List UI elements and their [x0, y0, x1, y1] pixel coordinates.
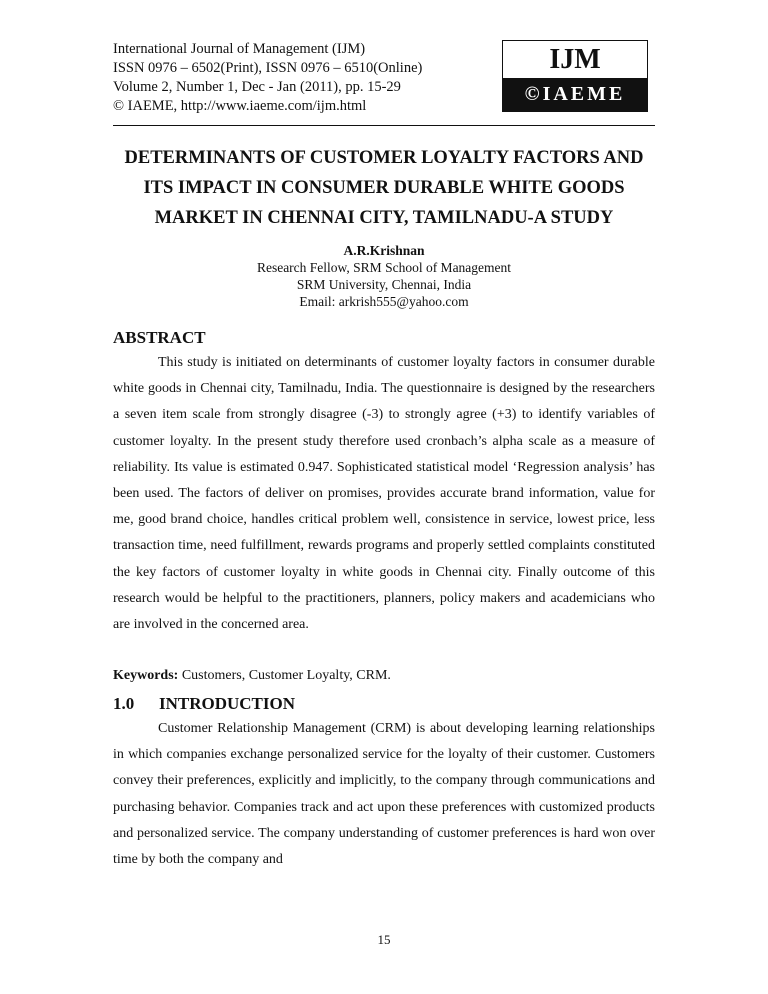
volume-line: Volume 2, Number 1, Dec - Jan (2011), pp. 15-29	[113, 79, 401, 95]
introduction-body	[113, 716, 655, 873]
introduction-heading	[113, 693, 295, 715]
journal-header	[113, 40, 422, 116]
title-line-1: DETERMINANTS OF CUSTOMER LOYALTY FACTORS AND	[124, 148, 644, 168]
author-university: SRM University, Chennai, India	[296, 277, 472, 292]
keywords-label: Keywords:	[113, 668, 179, 683]
section-title: INTRODUCTION	[159, 694, 296, 713]
title-line-2: ITS IMPACT IN CONSUMER DURABLE WHITE GOODS	[143, 178, 625, 198]
author-affiliation: Research Fellow, SRM School of Management	[256, 260, 512, 275]
author-name: A.R.Krishnan	[343, 243, 425, 258]
keywords-line	[113, 666, 391, 686]
author-block	[113, 242, 655, 310]
journal-logo	[502, 40, 648, 112]
paper-title	[113, 143, 655, 233]
journal-name: International Journal of Management (IJM)	[113, 41, 366, 57]
header-divider	[113, 125, 655, 126]
introduction-paragraph: Customer Relationship Management (CRM) is about developing learning relationships in which companies exchange personalized service for the loyalty of their customer. Customers convey their preferences, explicitly and implicitly, to the company through communications and purchasing behavior. Companies track and act upon these preferences with customized products and personalized service. The company understanding of customer preferences is hard won over time by both the company and	[113, 721, 655, 868]
section-number: 1.0	[113, 694, 135, 713]
copyright-line: © IAEME, http://www.iaeme.com/ijm.html	[113, 98, 367, 114]
issn-line: ISSN 0976 – 6502(Print), ISSN 0976 – 6510(Online)	[113, 60, 423, 76]
abstract-paragraph: This study is initiated on determinants of customer loyalty factors in consumer durable white goods in Chennai city, Tamilnadu, India. The questionnaire is designed by the researchers a seven item scale from strongly disagree (-3) to strongly agree (+3) to identify variables of customer loyalty. In the present study therefore used cronbach’s alpha scale as a measure of reliability. Its value is estimated 0.947. Sophisticated statistical model ‘Regression analysis’ has been used. The factors of deliver on promises, provides accurate brand information, value for me, good brand choice, handles critical problem well, consistence in service, lowest price, less transaction time, need fulfillment, rewards programs and properly settled complaints constituted the key factors of customer loyalty in white goods in Chennai city. Finally outcome of this research would be helpful to the practitioners, planners, policy makers and academicians who are involved in the concerned area.	[113, 355, 655, 633]
logo-ijm-text: IJM	[503, 41, 647, 78]
page-number: 15	[377, 932, 391, 947]
abstract-body	[113, 350, 655, 638]
keywords-text: Customers, Customer Loyalty, CRM.	[181, 668, 391, 683]
author-email: Email: arkrish555@yahoo.com	[299, 294, 469, 309]
title-line-3: MARKET IN CHENNAI CITY, TAMILNADU-A STUDY	[154, 208, 614, 228]
abstract-heading: ABSTRACT	[113, 328, 206, 347]
logo-iaeme-text: ©IAEME	[503, 78, 647, 111]
